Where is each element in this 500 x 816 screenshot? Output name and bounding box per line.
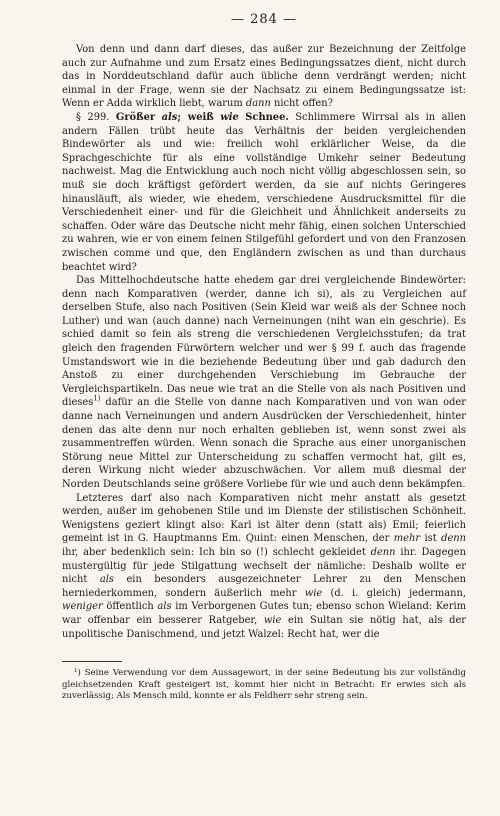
section-title-part: Schnee. — [245, 111, 289, 123]
emphasis-text: dann — [245, 98, 271, 110]
section-299 — [62, 111, 466, 274]
emphasis-text: denn — [441, 533, 467, 545]
paragraph-text: öffentlich — [106, 601, 154, 613]
paragraph-text: im Verborgenen Gutes tun; ebenso schon Wieland: Kerim war offenbar ein besserer Ratgeber, — [62, 601, 467, 626]
emphasis-text: als — [99, 574, 114, 586]
footnote-divider — [62, 661, 122, 662]
paragraph-text: dafür an die Stelle von danne nach Komparativen und von wan oder danne nach Verneinungen und andern Ausdrücken der Verschiedenheit, hinter denen das alte denn nur noch erhalten geblieben ist, wenn sonst zwei als zusammentreffen würden. Wenn sonach die Sprache aus einer unorganischen Störung neue Mittel zur Unterscheidung zu schaffen vermocht hat, gilt es, deren Wirkung nicht wieder abzuschwächen. Vor allem muß diesmal der Norden Deutschlands seine größere Vorliebe für wie und auch denn bekämpfen. — [62, 397, 466, 490]
paragraph-text: nicht offen? — [273, 98, 333, 110]
section-text: Schlimmere Wirrsal als in allen andern Fällen trübt heute das Verhältnis der beiden vergleichenden Bindewörter als und wie: freilich wohl erklärlicher Weise, da die Sprachgeschichte für als eine vollständige Umkehr seiner Bedeutung nachweist. Mag die Entwicklung auch noch nicht völlig abgeschlossen sein, so muß sie doch kräftigst gefördert werden, da sie auf nichts Geringeres hinausläuft, als wieder, wie ehedem, verschiedene Ausdrucksmittel für die Verschiedenheit einer- und für die Gleichheit und Ähnlichkeit anderseits zu schaffen. Oder wäre das Deutsche nicht mehr fähig, einen solchen Unterschied zu wahren, wie er von einem feinen Stilgefühl gefordert und von den Franzosen zwischen comme und que, den Engländern zwischen as und than durchaus beachtet wird? — [62, 111, 467, 273]
section-title-part: als — [161, 111, 178, 123]
paragraph-text: (d. i. gleich) jedermann, — [330, 587, 467, 599]
paragraph-letzteres — [62, 492, 466, 642]
paragraph-denn-dann — [62, 43, 466, 111]
paragraph-text: ihr. Dagegen mustergültig für jede Stilgattung wechselt der nämliche: Deshalb wollte er nicht — [62, 546, 466, 586]
paragraph-text: ihr, aber bedenklich sein: Ich bin so (!) schlecht gekleidet — [62, 546, 366, 558]
paragraph-text: ein besonders ausgezeichneter Lehrer zu den Menschen herniederkommen, sondern äußerlich mehr — [62, 574, 466, 599]
section-title-part: ; weiß — [177, 111, 214, 123]
footnote-marker: 1) — [93, 395, 101, 404]
emphasis-text: weniger — [62, 601, 103, 613]
section-title-part: wie — [220, 111, 239, 123]
paragraph-mittelhochdeutsch — [62, 274, 466, 492]
emphasis-text: wie — [263, 614, 282, 626]
emphasis-text: denn — [370, 546, 396, 558]
emphasis-text: wie — [304, 587, 323, 599]
paragraph-text: Von denn und dann darf dieses, das außer zur Bezeichnung der Zeitfolge auch zur Aufnahme und zum Ersatz eines Bedingungssatzes dient, nicht durch das in Norddeutschland dafür auch übliche denn verdrängt werden; nicht einmal in der Frage, wenn sie der Nachsatz zu einem Bedingungssatze ist: Wenn er Adda wirklich liebt, warum — [62, 44, 466, 110]
emphasis-text: mehr — [393, 533, 421, 545]
section-title-part: Größer — [115, 111, 156, 123]
paragraph-text: ein Sultan sie nötig hat, als der unpolitische Danischmend, und jetzt Walzel: Recht hat, wer die — [62, 614, 467, 640]
emphasis-text: als — [157, 601, 172, 613]
page-number: — 284 — — [230, 12, 298, 27]
paragraph-text: Das Mittelhochdeutsche hatte ehedem gar drei vergleichende Bindewörter: denn nach Komparativen (werder, danne ich si), als zu Vergleichen auf derselben Stufe, also nach Positiven (Sein Kleid war weiß als der Schnee noch Luther) und wan (auch danne) nach Verneinungen (niht wan ein geschrie). Es schied damit so fein als streng die verschiedenen Vergleichsstufen; da trat gleich den fragenden Fürwörtern welcher und wer § 99 f. auch das fragende Umstandswort wie in die beziehende Bedeutung über und gab dadurch den Anstoß zu einer durchgehenden Verschiebung im Gebrauche der Vergleichspartikeln. Das neue wie trat an die Stelle von als nach Positiven und dieses — [62, 275, 466, 409]
paragraph-text: Letzteres darf also nach Komparativen nicht mehr anstatt als gesetzt werden, außer im gehobenen Stile und im Dienste der stilistischen Schönheit. Wenigstens geziert klingt also: Karl ist älter denn (statt als) Emil; feierlich gemeint ist in G. Hauptmanns Em. Quint: einen Menschen, der — [62, 492, 466, 545]
paragraph-text: ist — [424, 533, 437, 545]
footnote: ¹) Seine Verwendung vor dem Aussagewort, in der seine Bedeutung bis zur vollständig gleichsetzenden Kraft gesteigert ist, kommt hier nicht in Betracht: Er erwies sich als zuverlässig; Als Mensch mild, konnte er als Feldherr sehr streng sein. — [62, 668, 466, 702]
section-number: § 299. — [76, 111, 110, 123]
